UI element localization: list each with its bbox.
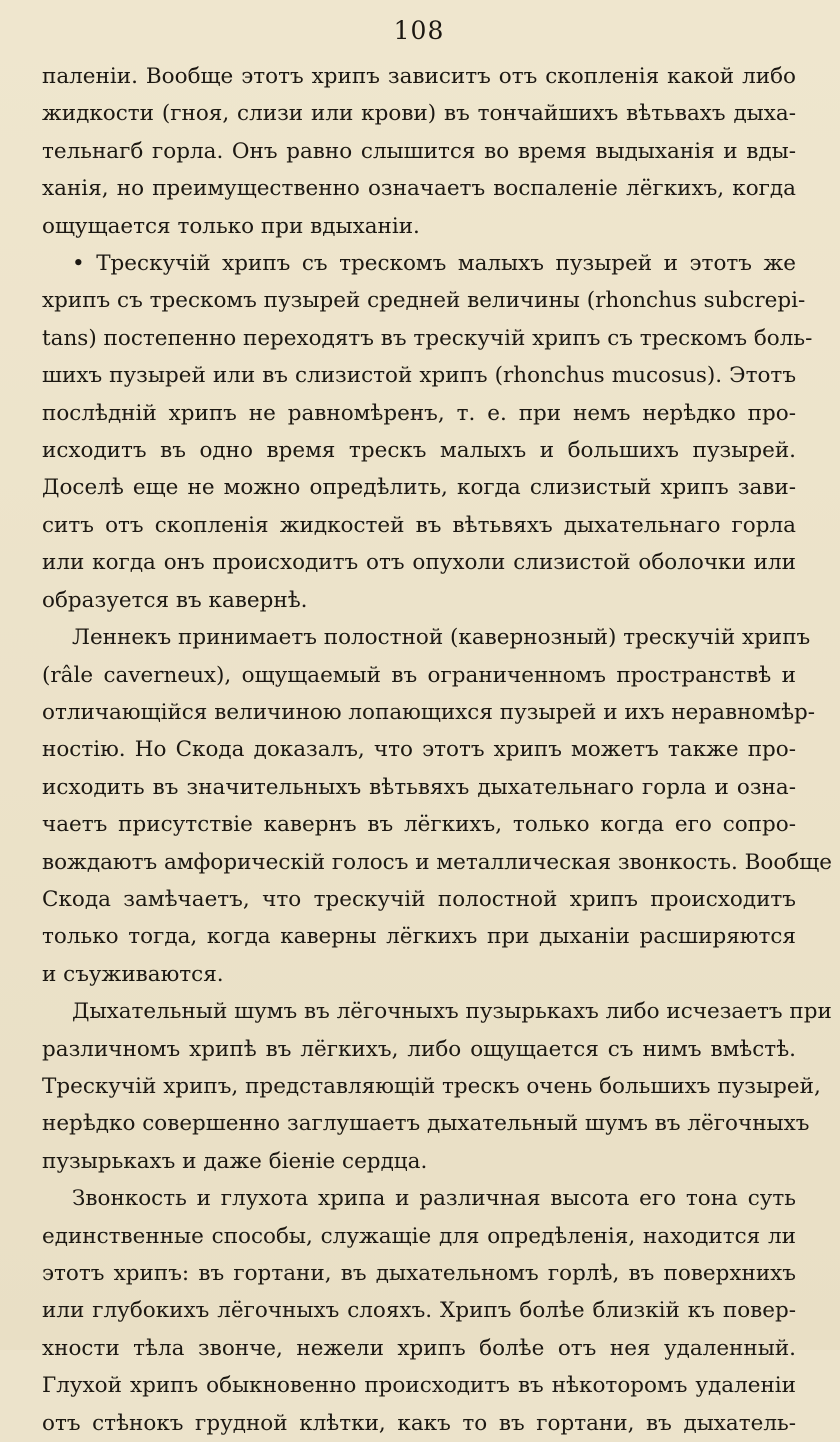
- text-line: Скода замѣчаетъ, что трескучій полостной хрипъ происходитъ: [42, 886, 796, 912]
- text-line: отъ стѣнокъ грудной клѣтки, какъ то въ гортани, въ дыхатель-: [42, 1410, 796, 1436]
- text-line: • Трескучій хрипъ съ трескомъ малыхъ пузырей и этотъ же: [72, 251, 796, 277]
- paragraph: [42, 1180, 796, 1442]
- text-line: Леннекъ принимаетъ полостной (кавернозный) трескучій хрипъ: [72, 625, 811, 651]
- paragraph: [42, 619, 832, 993]
- text-line: Трескучій хрипъ, представляющій трескъ очень большихъ пузырей,: [42, 1073, 821, 1099]
- text-line: единственные способы, служащіе для опредѣленія, находится ли: [42, 1223, 796, 1249]
- text-line: tans) постепенно переходятъ въ трескучій хрипъ съ трескомъ боль-: [42, 325, 813, 351]
- text-line: нерѣдко совершенно заглушаетъ дыхательный шумъ въ лёгочныхъ: [42, 1111, 810, 1137]
- page-text: [42, 58, 832, 1442]
- text-line: ханія, но преимущественно означаетъ воспаленіе лёгкихъ, когда: [42, 176, 796, 202]
- text-line: или когда онъ происходитъ отъ опухоли слизистой оболочки или: [42, 550, 796, 576]
- text-line: вождаютъ амфорическій голосъ и металлическая звонкость. Вообще: [42, 849, 832, 875]
- text-line: Глухой хрипъ обыкновенно происходитъ въ нѣкоторомъ удаленіи: [42, 1373, 796, 1399]
- text-line: различномъ хрипѣ въ лёгкихъ, либо ощущается съ нимъ вмѣстѣ.: [42, 1036, 796, 1062]
- text-line: пузырькахъ и даже біеніе сердца.: [42, 1148, 428, 1174]
- text-line: паленіи. Вообще этотъ хрипъ зависитъ отъ скопленія какой либо: [42, 64, 796, 89]
- text-line: (râle caverneux), ощущаемый въ ограниченномъ пространствѣ и: [42, 662, 796, 688]
- text-line: и съуживаются.: [42, 961, 224, 987]
- paragraph: [42, 58, 796, 245]
- text-line: ситъ отъ скопленія жидкостей въ вѣтьвяхъ дыхательнаго горла: [42, 512, 796, 538]
- text-line: этотъ хрипъ: въ гортани, въ дыхательномъ горлѣ, въ поверхнихъ: [42, 1261, 796, 1286]
- text-line: или глубокихъ лёгочныхъ слояхъ. Хрипъ болѣе близкій къ повер-: [42, 1298, 796, 1324]
- text-line: отличающійся величиною лопающихся пузырей и ихъ неравномѣр-: [42, 699, 816, 725]
- text-line: исходить въ значительныхъ вѣтьвяхъ дыхательнаго горла и озна-: [42, 774, 796, 800]
- text-line: исходитъ въ одно время трескъ малыхъ и большихъ пузырей.: [42, 438, 796, 464]
- paragraph: [42, 245, 813, 619]
- text-line: жидкости (гноя, слизи или крови) въ тончайшихъ вѣтьвахъ дыха-: [42, 101, 796, 127]
- text-line: ощущается только при вдыханіи.: [42, 213, 420, 239]
- text-line: хности тѣла звонче, нежели хрипъ болѣе отъ нея удаленный.: [42, 1335, 796, 1361]
- text-line: Дыхательный шумъ въ лёгочныхъ пузырькахъ либо исчезаетъ при: [72, 999, 832, 1025]
- text-line: ностію. Но Скода доказалъ, что этотъ хрипъ можетъ также про-: [42, 737, 796, 763]
- text-line: шихъ пузырей или въ слизистой хрипъ (rhonchus mucosus). Этотъ: [42, 363, 796, 389]
- paragraph: [42, 993, 832, 1180]
- text-line: Звонкость и глухота хрипа и различная высота его тона суть: [72, 1186, 796, 1212]
- text-line: хрипъ съ трескомъ пузырей средней величины (rhonchus subcrepi-: [42, 288, 806, 314]
- text-line: только тогда, когда каверны лёгкихъ при дыханіи расширяются: [42, 924, 796, 950]
- text-line: тельнагб горла. Онъ равно слышится во время выдыханія и вды-: [42, 138, 796, 164]
- text-line: послѣдній хрипъ не равномѣренъ, т. е. при немъ нерѣдко про-: [42, 400, 796, 426]
- text-line: Доселѣ еще не можно опредѣлить, когда слизистый хрипъ зави-: [42, 475, 796, 501]
- page-number: 108: [393, 16, 445, 45]
- text-line: чаетъ присутствіе кавернъ въ лёгкихъ, только когда его сопро-: [42, 812, 796, 838]
- text-line: образуется въ кавернѣ.: [42, 587, 308, 613]
